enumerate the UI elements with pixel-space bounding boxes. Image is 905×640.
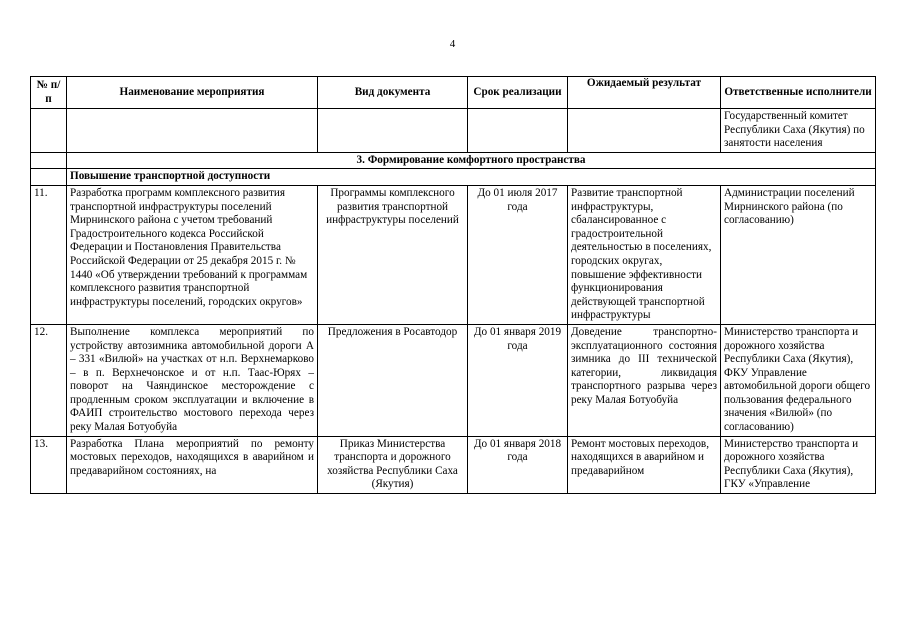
row-term: До 01 января 2018 года bbox=[468, 436, 568, 493]
row-doc: Предложения в Росавтодор bbox=[318, 324, 468, 436]
header-exec: Ответственные исполнители bbox=[721, 77, 876, 109]
continuation-exec: Государственный комитет Республики Саха (Якутия) по занятости населения bbox=[721, 109, 876, 153]
row-name: Выполнение комплекса мероприятий по устройству автозимника автомобильной дороги А – 331 «Вилюй» на участках от н.п. Верхнемарково – в п. Верхнечонское и от н.п. Таас-Юрях – поворот на Чаяндинское месторождение с продленным сроком эксплуатации и включение в ФАИП строительство мостового перехода через реку Малая Ботуобуйа bbox=[67, 324, 318, 436]
section-row bbox=[31, 152, 876, 169]
row-exec: Министерство транспорта и дорожного хозяйства Республики Саха (Якутия), ГКУ «Управление bbox=[721, 436, 876, 493]
header-name: Наименование мероприятия bbox=[67, 77, 318, 109]
row-exec: Министерство транспорта и дорожного хозяйства Республики Саха (Якутия), ФКУ Управление автомобильной дороги общего пользования федерального значения «Вилюй» (по согласованию) bbox=[721, 324, 876, 436]
row-num: 13. bbox=[31, 436, 67, 493]
page-number: 4 bbox=[449, 38, 456, 50]
header-result: Ожидаемый результат bbox=[568, 77, 721, 109]
section-title: 3. Формирование комфортного пространства bbox=[67, 152, 876, 169]
row-doc: Программы комплексного развития транспортной инфраструктуры поселений bbox=[318, 185, 468, 324]
header-term: Срок реализации bbox=[468, 77, 568, 109]
header-doc: Вид документа bbox=[318, 77, 468, 109]
row-exec: Администрации поселений Мирнинского района (по согласованию) bbox=[721, 185, 876, 324]
row-result: Развитие транспортной инфраструктуры, сбалансированное с градостроительной деятельностью в поселениях, городских округах, повышение эффективности функционирования действующей транспортной инфраструктуры bbox=[568, 185, 721, 324]
row-doc: Приказ Министерства транспорта и дорожного хозяйства Республики Саха (Якутия) bbox=[318, 436, 468, 493]
table-row bbox=[31, 324, 876, 436]
row-name: Разработка Плана мероприятий по ремонту мостовых переходов, находящихся в аварийном и предаварийном состояниях, на bbox=[67, 436, 318, 493]
row-result: Доведение транспортно-эксплуатационного состояния зимника до III технической категории, ликвидация транспортного разрыва через реку Малая Ботуобуйа bbox=[568, 324, 721, 436]
row-name: Разработка программ комплексного развития транспортной инфраструктуры поселений Мирнинского района с учетом требований Градостроительного кодекса Российской Федерации и Постановления Правительства Российской Федерации от 25 декабря 2015 г. № 1440 «Об утверждении требований к программам комплексного развития транспортной инфраструктуры поселений, городских округов» bbox=[67, 185, 318, 324]
row-term: До 01 января 2019 года bbox=[468, 324, 568, 436]
measures-table bbox=[30, 76, 876, 494]
row-num: 11. bbox=[31, 185, 67, 324]
subsection-row bbox=[31, 169, 876, 186]
subsection-title: Повышение транспортной доступности bbox=[67, 169, 876, 186]
row-term: До 01 июля 2017 года bbox=[468, 185, 568, 324]
table-row bbox=[31, 436, 876, 493]
table-header-row bbox=[31, 77, 876, 109]
header-num: № п/п bbox=[31, 77, 67, 109]
row-num: 12. bbox=[31, 324, 67, 436]
row-result: Ремонт мостовых переходов, находящихся в аварийном и предаварийном bbox=[568, 436, 721, 493]
table-row bbox=[31, 185, 876, 324]
continuation-row bbox=[31, 109, 876, 153]
